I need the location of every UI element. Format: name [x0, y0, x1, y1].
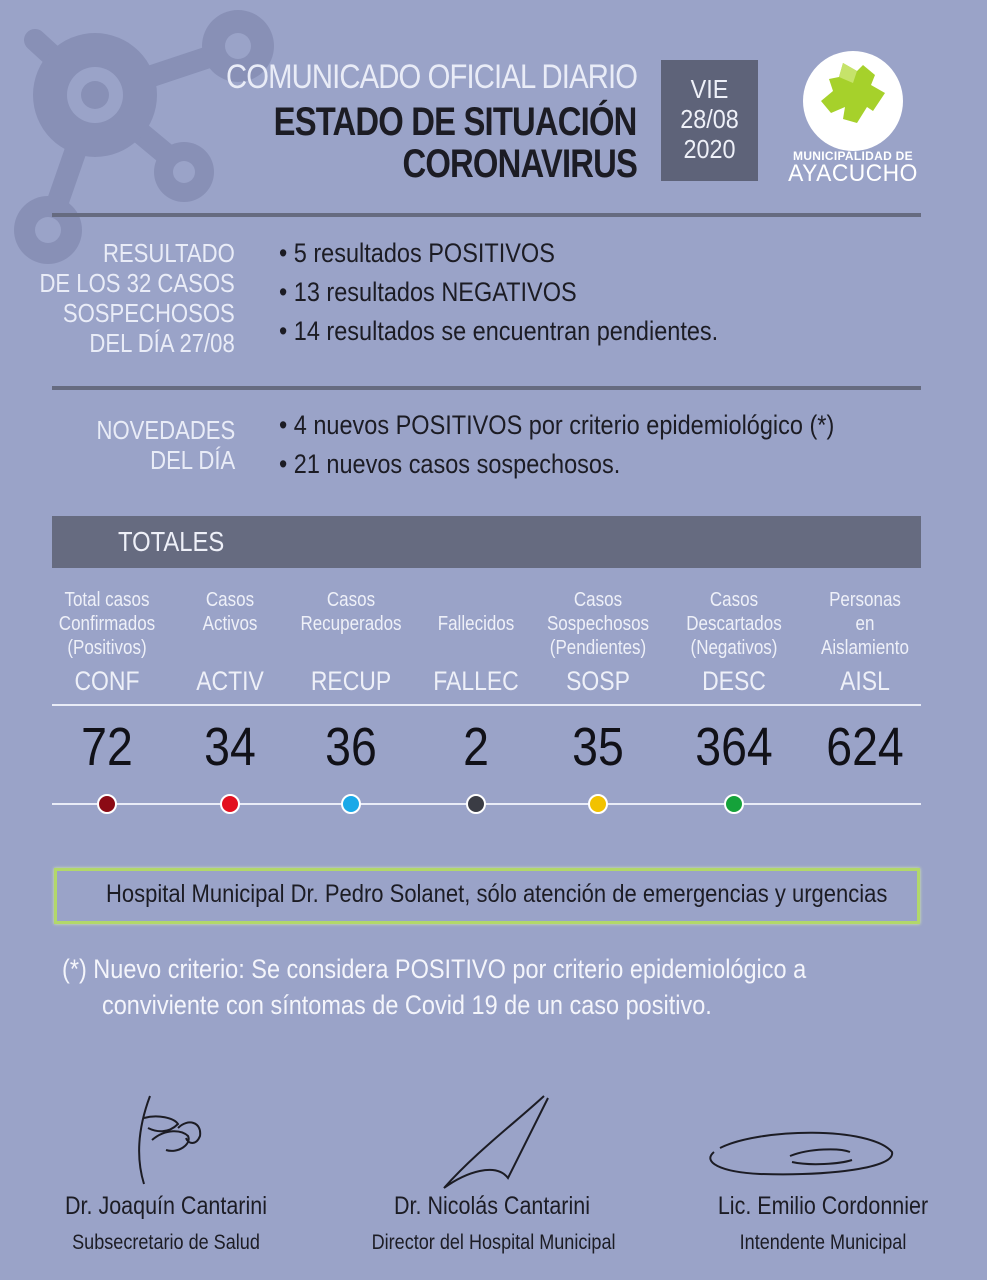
totals-column-value: 36: [325, 717, 377, 777]
hospital-notice-text: Hospital Municipal Dr. Pedro Solanet, sólo atención de emergencias y urgencias: [105, 880, 888, 908]
totals-column-label: [292, 588, 411, 660]
status-color-dot: [220, 794, 240, 814]
signature-image-2: [436, 1092, 556, 1192]
totals-column-code: ACTIV: [196, 666, 264, 696]
totals-dot-line: [52, 803, 921, 805]
status-color-dot: [466, 794, 486, 814]
signature-role-3: Intendente Municipal: [739, 1231, 907, 1254]
status-color-dot: [341, 794, 361, 814]
date-year: 2020: [683, 134, 736, 164]
bullet-item: • 21 nuevos casos sospechosos.: [279, 445, 834, 484]
totals-column-code: AISL: [840, 666, 890, 696]
resultado-label-line: RESULTADO: [103, 238, 236, 268]
novedades-label: [96, 415, 235, 475]
totals-column-code: FALLEC: [433, 666, 519, 696]
totals-column-label: [417, 588, 536, 660]
totals-column-code: DESC: [702, 666, 766, 696]
totals-column-label-line: [417, 588, 536, 612]
totals-column-label-line: Descartados: [686, 613, 782, 635]
signature-role-2: Director del Hospital Municipal: [371, 1231, 616, 1254]
totals-column-label: [675, 588, 794, 660]
signature-image-3: [700, 1122, 900, 1182]
date-day: VIE: [690, 74, 729, 104]
status-color-dot: [724, 794, 744, 814]
totals-column-code: SOSP: [566, 666, 630, 696]
totals-column-label: [171, 588, 290, 660]
totals-column-code: CONF: [74, 666, 140, 696]
totals-column-label-line: Casos: [326, 589, 376, 611]
totals-column-label-line: Aislamiento: [821, 637, 909, 659]
totals-column-value: 2: [463, 717, 489, 777]
signature-image-1: [118, 1088, 218, 1188]
totals-column-label-line: en: [855, 613, 875, 635]
totals-title: TOTALES: [118, 526, 225, 557]
status-color-dot: [97, 794, 117, 814]
totals-column-label: [806, 588, 925, 660]
totals-column-value: 624: [826, 717, 904, 777]
totals-column-label-line: Confirmados: [58, 613, 156, 635]
date-box: [661, 60, 758, 181]
resultado-label-line: DE LOS 32 CASOS: [39, 268, 235, 298]
date-daymonth: 28/08: [680, 104, 739, 134]
totals-top-rule: [52, 704, 921, 706]
totals-column-label-line: Sospechosos: [546, 613, 650, 635]
totals-column-label-line: Personas: [829, 589, 901, 611]
totals-column-label-line: Casos: [205, 589, 255, 611]
totals-column-value: 34: [204, 717, 256, 777]
status-color-dot: [588, 794, 608, 814]
totals-column-label-line: Casos: [709, 589, 759, 611]
signature-name-2: Dr. Nicolás Cantarini: [394, 1192, 590, 1220]
resultado-label-line: DEL DÍA 27/08: [89, 328, 235, 358]
totals-column-label-line: Total casos: [64, 589, 150, 611]
signature-role-1: Subsecretario de Salud: [72, 1231, 260, 1254]
totals-column-value: 35: [572, 717, 624, 777]
bullet-item: • 14 resultados se encuentran pendientes.: [279, 312, 718, 351]
signature-name-1: Dr. Joaquín Cantarini: [65, 1192, 267, 1220]
logo-text-ayacucho: AYACUCHO: [788, 160, 918, 187]
resultado-bullets: [279, 234, 718, 351]
header-title-line1: ESTADO DE SITUACIÓN: [274, 100, 637, 144]
criterion-note-line2: conviviente con síntomas de Covid 19 de un caso positivo.: [102, 990, 712, 1020]
totals-column-label: [48, 588, 167, 660]
novedades-label-line: NOVEDADES: [96, 415, 235, 445]
bullet-item: • 5 resultados POSITIVOS: [279, 234, 718, 273]
novedades-bullets: [279, 406, 834, 484]
logo-text-municipalidad: MUNICIPALIDAD DE: [793, 149, 913, 163]
divider: [52, 213, 921, 217]
totals-column-label-line: (Positivos): [67, 637, 147, 659]
totals-column-code: RECUP: [310, 666, 392, 696]
totals-column-value: 72: [81, 717, 133, 777]
totals-column-label-line: Casos: [573, 589, 623, 611]
totals-column-label-line: Recuperados: [300, 613, 402, 635]
resultado-label: [40, 238, 235, 358]
logo-map-icon: [817, 61, 889, 131]
totals-column-value: 364: [695, 717, 773, 777]
totals-column-label-line: Fallecidos: [437, 613, 515, 635]
signature-name-3: Lic. Emilio Cordonnier: [717, 1192, 929, 1220]
totals-column-label-line: Activos: [202, 613, 258, 635]
totals-column-label: [539, 588, 658, 660]
criterion-note-line1: (*) Nuevo criterio: Se considera POSITIVO por criterio epidemiológico a: [62, 954, 807, 984]
header-subtitle: COMUNICADO OFICIAL DIARIO: [225, 58, 637, 96]
totals-column-label-line: (Negativos): [690, 637, 778, 659]
totals-column-label-line: (Pendientes): [549, 637, 647, 659]
resultado-label-line: SOSPECHOSOS: [63, 298, 235, 328]
divider: [52, 386, 921, 390]
header-title-line2: CORONAVIRUS: [402, 142, 637, 186]
bullet-item: • 4 nuevos POSITIVOS por criterio epidemiológico (*): [279, 406, 834, 445]
bullet-item: • 13 resultados NEGATIVOS: [279, 273, 718, 312]
novedades-label-line: DEL DÍA: [149, 445, 235, 475]
